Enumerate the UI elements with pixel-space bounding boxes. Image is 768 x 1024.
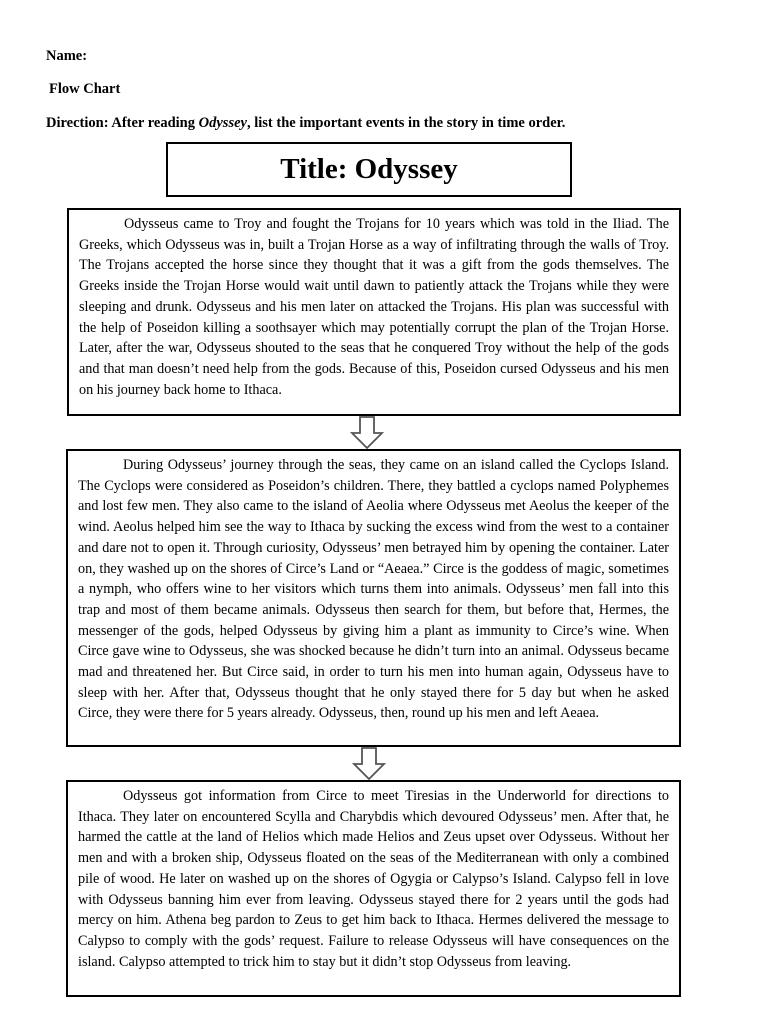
direction-text [46, 114, 565, 132]
story-title: Title: Odyssey [280, 153, 458, 185]
down-arrow-icon [350, 416, 384, 450]
direction-prefix: Direction: After reading [46, 115, 199, 131]
direction-book-title: Odyssey [198, 115, 247, 131]
event-text-1: Odysseus came to Troy and fought the Trojans for 10 years which was told in the Iliad. The Greeks, which Odysseus was in, built a Trojan Horse as a way of infiltrating through the walls of Troy. The Trojans accepted the horse since they thought that it was a gift from the gods themselves. The Greeks inside the Trojan Horse would wait until dawn to patiently attack the Trojans while they were sleeping and drunk. Odysseus and his men later on attacked the Trojans. His plan was successful with the help of Poseidon killing a soothsayer which may potentially corrupt the plan of the Trojan Horse. Later, after the war, Odysseus shouted to the seas that he conquered Troy without the help of the gods and that man doesn’t need help from the gods. Because of this, Poseidon cursed Odysseus and his men on his journey back home to Ithaca. [79, 216, 669, 398]
down-arrow-icon [352, 747, 386, 781]
direction-suffix: , list the important events in the story in time order. [246, 115, 566, 131]
name-label: Name: [46, 48, 88, 64]
event-text-3: Odysseus got information from Circe to meet Tiresias in the Underworld for directions to Ithaca. They later on encountered Scylla and Charybdis which devoured Odysseus’ men. After that, he harmed the cattle at the land of Helios which made Helios and Zeus upset over Odysseus. Without her men and with a broken ship, Odysseus floated on the seas of the Mediterranean with only a combined pile of wood. He later on washed up on the shores of Ogygia or Calypso’s Island. Calypso fell in love with Odysseus banning him ever from leaving. Odysseus stayed there for 2 years until the gods had mercy on him. Athena beg pardon to Zeus to get him back to Ithaca. Hermes delivered the message to Calypso to comply with the gods’ request. Failure to release Odysseus will have consequences on the island. Calypso attempted to trick him to stay but it didn’t stop Odysseus from leaving. [78, 788, 669, 970]
event-box-1 [67, 208, 681, 416]
event-box-3 [66, 780, 681, 997]
title-box [166, 142, 572, 197]
event-text-2: During Odysseus’ journey through the seas, they came on an island called the Cyclops Island. The Cyclops were considered as Poseidon’s children. There, they battled a cyclops named Polyphemes and lost few men. They also came to the island of Aeolia where Odysseus met Aeolus the keeper of the wind. Aeolus helped him see the way to Ithaca by sucking the excess wind from the west to a container and dare not to open it. Through curiosity, Odysseus’ men betrayed him by opening the container. Later on, they washed up on the shores of Circe’s Land or “Aeaea.” Circe is the goddess of magic, sometimes a nymph, who offers wine to her visitors which turns them into animals. Odysseus’ men fall into this trap and most of them became animals. Odysseus then search for them, but before that, Hermes, the messenger of the gods, helped Odysseus by giving him a plant as immunity to Circe’s wine. When Circe gave wine to Odysseus, she was shocked because he didn’t turn into an animal. Odysseus became mad and threatened her. But Circe said, in order to turn his men into human again, Odysseus have to sleep with her. After that, Odysseus thought that he only stayed there for 5 day but when he asked Circe, they were there for 5 years already. Odysseus, then, round up his men and left Aeaea. [78, 457, 669, 722]
event-box-2 [66, 449, 681, 747]
sheet-title: Flow Chart [49, 81, 121, 97]
